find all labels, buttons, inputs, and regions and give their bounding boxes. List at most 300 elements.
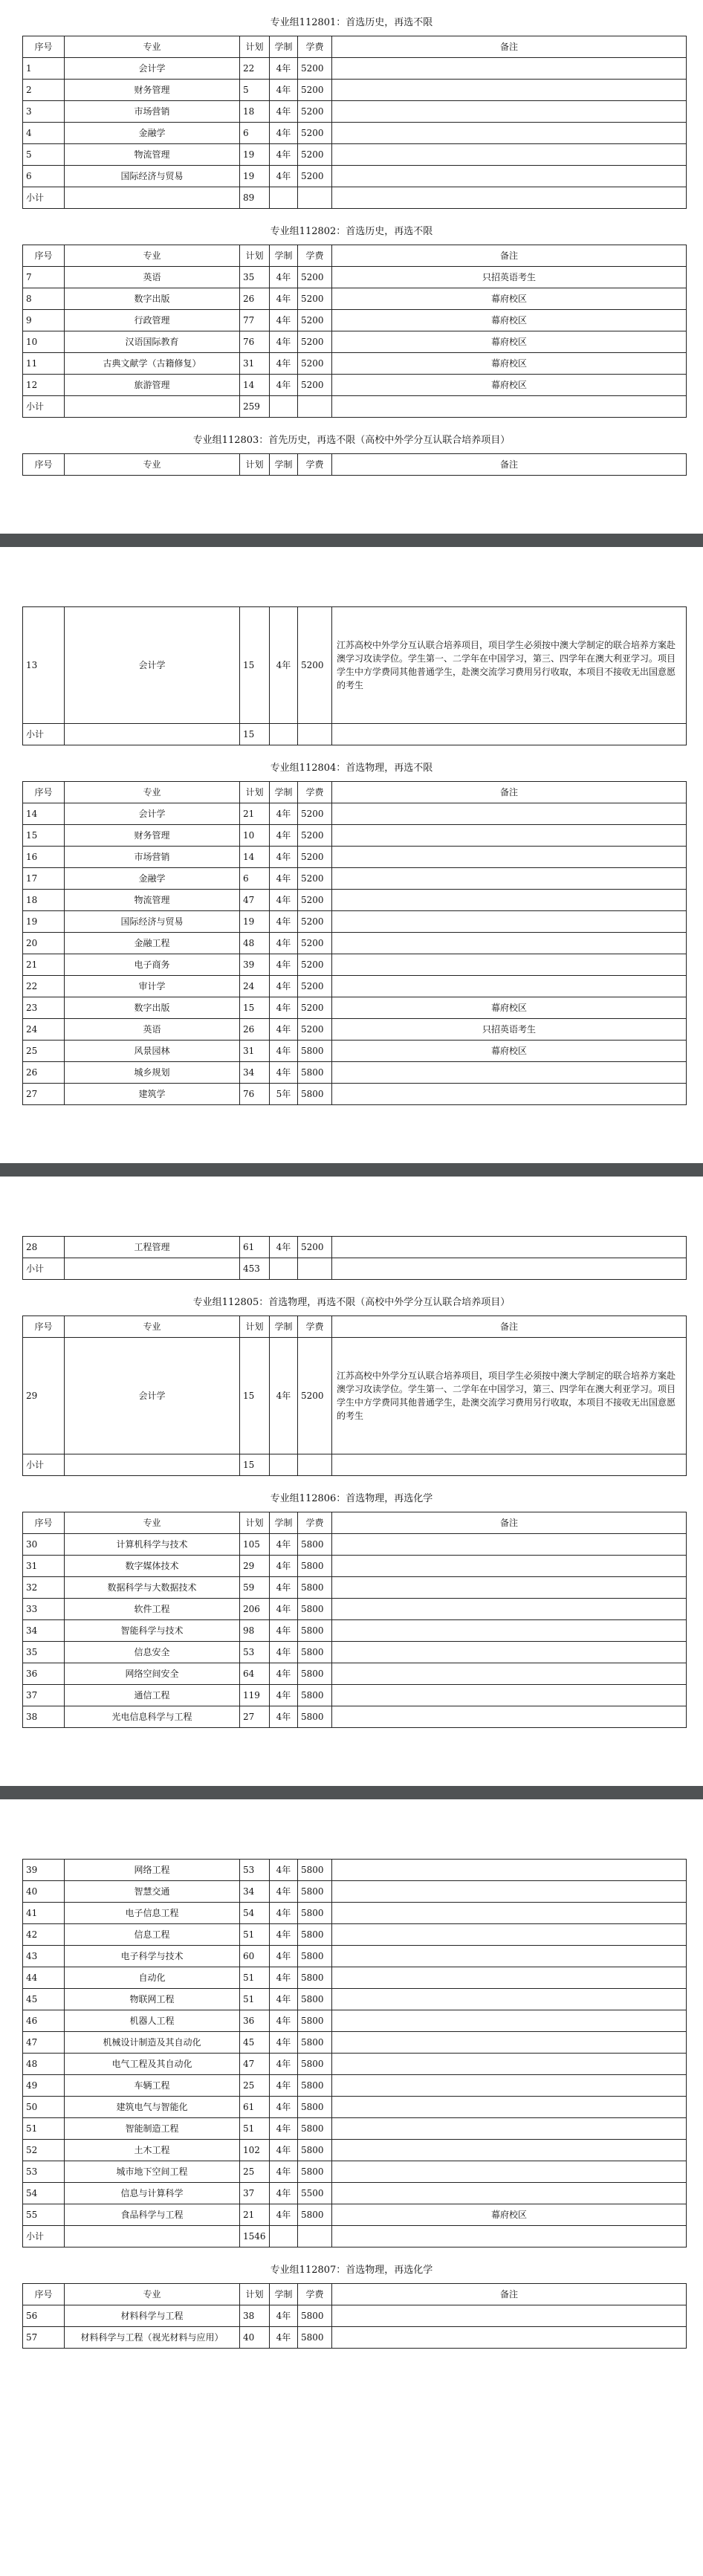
cell-duration: 4年 (270, 607, 298, 724)
group-112805 (0, 1280, 703, 1476)
cell-empty (270, 187, 298, 209)
cell-no: 14 (23, 803, 65, 825)
table-row (23, 2305, 687, 2327)
table-row (23, 1019, 687, 1041)
cell-no: 5 (23, 144, 65, 166)
cell-duration: 4年 (270, 1706, 298, 1728)
page-divider (0, 1786, 703, 1799)
cell-duration: 4年 (270, 1577, 298, 1599)
plan-table-header (22, 453, 687, 476)
cell-plan: 51 (240, 1989, 270, 2010)
table-row (23, 1620, 687, 1642)
cell-empty (332, 187, 687, 209)
cell-fee: 5800 (298, 1041, 332, 1062)
cell-remark (332, 123, 687, 144)
column-header-remark: 备注 (332, 1316, 687, 1338)
cell-major: 材料科学与工程 (65, 2305, 240, 2327)
cell-fee: 5800 (298, 1924, 332, 1946)
cell-plan: 60 (240, 1946, 270, 1967)
cell-remark (332, 976, 687, 997)
cell-no: 17 (23, 868, 65, 890)
cell-empty (298, 724, 332, 745)
column-header-duration: 学制 (270, 245, 298, 267)
cell-duration: 4年 (270, 1338, 298, 1454)
cell-plan: 51 (240, 2118, 270, 2140)
cell-major: 网络空间安全 (65, 1663, 240, 1685)
cell-no: 26 (23, 1062, 65, 1084)
table-row (23, 997, 687, 1019)
cell-fee: 5800 (298, 1577, 332, 1599)
group-title: 专业组112805：首选物理，再选不限（高校中外学分互认联合培养项目） (192, 1297, 511, 1308)
column-header-fee: 学费 (298, 782, 332, 803)
cell-major: 计算机科学与技术 (65, 1534, 240, 1556)
table-header-row (23, 36, 687, 58)
cell-remark (332, 144, 687, 166)
table-row (23, 1663, 687, 1685)
table-row (23, 1237, 687, 1258)
plan-table (22, 245, 687, 418)
cell-plan: 105 (240, 1534, 270, 1556)
table-row (23, 1881, 687, 1903)
table-row (23, 1599, 687, 1620)
subtotal-label: 小计 (23, 1454, 65, 1476)
cell-remark (332, 1663, 687, 1685)
cell-plan: 98 (240, 1620, 270, 1642)
cell-remark: 幕府校区 (332, 310, 687, 331)
cell-plan: 6 (240, 868, 270, 890)
cell-major: 物联网工程 (65, 1989, 240, 2010)
column-header-plan: 计划 (240, 1316, 270, 1338)
column-header-major: 专业 (65, 245, 240, 267)
cell-plan: 36 (240, 2010, 270, 2032)
cell-remark: 幕府校区 (332, 331, 687, 353)
cell-remark (332, 80, 687, 101)
cell-remark (332, 1860, 687, 1881)
table-row (23, 1860, 687, 1881)
cell-remark (332, 847, 687, 868)
cell-no: 21 (23, 954, 65, 976)
cell-remark (332, 2327, 687, 2349)
cell-no: 54 (23, 2183, 65, 2204)
cell-duration: 4年 (270, 2204, 298, 2226)
cell-fee: 5200 (298, 997, 332, 1019)
cell-duration: 4年 (270, 101, 298, 123)
cell-fee: 5800 (298, 1534, 332, 1556)
cell-remark (332, 166, 687, 187)
subtotal-row (23, 187, 687, 209)
cell-plan: 27 (240, 1706, 270, 1728)
cell-no: 25 (23, 1041, 65, 1062)
cell-duration: 4年 (270, 997, 298, 1019)
cell-plan: 47 (240, 2054, 270, 2075)
cell-major: 机器人工程 (65, 2010, 240, 2032)
cell-duration: 4年 (270, 144, 298, 166)
column-header-major: 专业 (65, 2284, 240, 2305)
cell-duration: 4年 (270, 1237, 298, 1258)
cell-major: 电子信息工程 (65, 1903, 240, 1924)
cell-plan: 25 (240, 2161, 270, 2183)
cell-major: 城乡规划 (65, 1062, 240, 1084)
cell-plan: 19 (240, 166, 270, 187)
cell-fee: 5200 (298, 1338, 332, 1454)
cell-major: 光电信息科学与工程 (65, 1706, 240, 1728)
table-row (23, 353, 687, 375)
table-row (23, 1685, 687, 1706)
cell-fee: 5800 (298, 1989, 332, 2010)
cell-plan: 64 (240, 1663, 270, 1685)
cell-plan: 77 (240, 310, 270, 331)
cell-remark (332, 933, 687, 954)
cell-major: 古典文献学（古籍修复） (65, 353, 240, 375)
cell-no: 3 (23, 101, 65, 123)
cell-empty (270, 1258, 298, 1280)
cell-major: 英语 (65, 267, 240, 288)
cell-fee: 5800 (298, 1663, 332, 1685)
cell-no: 46 (23, 2010, 65, 2032)
cell-remark: 幕府校区 (332, 353, 687, 375)
cell-fee: 5800 (298, 1620, 332, 1642)
cell-no: 23 (23, 997, 65, 1019)
cell-duration: 4年 (270, 933, 298, 954)
cell-major: 智能科学与技术 (65, 1620, 240, 1642)
table-row (23, 825, 687, 847)
table-row (23, 58, 687, 80)
cell-fee: 5200 (298, 331, 332, 353)
cell-major: 土木工程 (65, 2140, 240, 2161)
cell-fee: 5800 (298, 2327, 332, 2349)
cell-no: 31 (23, 1556, 65, 1577)
table-row (23, 803, 687, 825)
plan-table (22, 1859, 687, 2247)
subtotal-value: 453 (240, 1258, 270, 1280)
cell-duration: 4年 (270, 1881, 298, 1903)
column-header-remark: 备注 (332, 454, 687, 476)
cell-no: 22 (23, 976, 65, 997)
cell-fee: 5200 (298, 911, 332, 933)
cell-no: 39 (23, 1860, 65, 1881)
table-row (23, 868, 687, 890)
cell-plan: 19 (240, 144, 270, 166)
cell-duration: 4年 (270, 803, 298, 825)
cell-plan: 5 (240, 80, 270, 101)
cell-remark (332, 2305, 687, 2327)
group-title: 专业组112806：首选物理，再选化学 (270, 1493, 433, 1504)
cell-plan: 102 (240, 2140, 270, 2161)
cell-plan: 19 (240, 911, 270, 933)
group-112806 (0, 1476, 703, 1728)
cell-duration: 4年 (270, 911, 298, 933)
cell-fee: 5500 (298, 2183, 332, 2204)
table-row (23, 2327, 687, 2349)
column-header-plan: 计划 (240, 782, 270, 803)
group-title: 专业组112801：首选历史，再选不限 (270, 17, 433, 28)
cell-fee: 5800 (298, 1706, 332, 1728)
cell-fee: 5200 (298, 101, 332, 123)
column-header-duration: 学制 (270, 2284, 298, 2305)
cell-major: 汉语国际教育 (65, 331, 240, 353)
column-header-fee: 学费 (298, 36, 332, 58)
cell-duration: 4年 (270, 2032, 298, 2054)
cell-no: 9 (23, 310, 65, 331)
cell-plan: 61 (240, 1237, 270, 1258)
column-header-major: 专业 (65, 454, 240, 476)
cell-empty (270, 396, 298, 418)
table-row (23, 2054, 687, 2075)
cell-no: 53 (23, 2161, 65, 2183)
cell-fee: 5200 (298, 868, 332, 890)
column-header-major: 专业 (65, 782, 240, 803)
cell-fee: 5800 (298, 1599, 332, 1620)
cell-major: 会计学 (65, 803, 240, 825)
table-row (23, 2204, 687, 2226)
column-header-plan: 计划 (240, 2284, 270, 2305)
cell-empty (270, 724, 298, 745)
subtotal-value: 259 (240, 396, 270, 418)
cell-remark: 只招英语考生 (332, 1019, 687, 1041)
cell-empty (298, 396, 332, 418)
cell-duration: 4年 (270, 2010, 298, 2032)
cell-duration: 4年 (270, 2161, 298, 2183)
cell-no: 57 (23, 2327, 65, 2349)
cell-duration: 4年 (270, 1685, 298, 1706)
cell-remark (332, 1534, 687, 1556)
table-row (23, 2032, 687, 2054)
cell-fee: 5200 (298, 267, 332, 288)
cell-major: 风景园林 (65, 1041, 240, 1062)
cell-plan: 76 (240, 1084, 270, 1105)
cell-remark: 幕府校区 (332, 2204, 687, 2226)
cell-major: 审计学 (65, 976, 240, 997)
cell-major: 车辆工程 (65, 2075, 240, 2097)
cell-fee: 5200 (298, 803, 332, 825)
cell-plan: 37 (240, 2183, 270, 2204)
table-row (23, 2118, 687, 2140)
plan-table (22, 606, 687, 745)
subtotal-value: 15 (240, 1454, 270, 1476)
cell-fee: 5200 (298, 607, 332, 724)
cell-duration: 4年 (270, 890, 298, 911)
cell-plan: 76 (240, 331, 270, 353)
cell-major: 电子商务 (65, 954, 240, 976)
cell-remark (332, 1062, 687, 1084)
cell-no: 30 (23, 1534, 65, 1556)
cell-plan: 31 (240, 1041, 270, 1062)
column-header-remark: 备注 (332, 782, 687, 803)
cell-empty (332, 2226, 687, 2247)
cell-duration: 4年 (270, 1534, 298, 1556)
cell-remark (332, 954, 687, 976)
group-112802 (0, 209, 703, 418)
cell-no: 18 (23, 890, 65, 911)
cell-remark (332, 825, 687, 847)
column-header-fee: 学费 (298, 1316, 332, 1338)
cell-duration: 4年 (270, 310, 298, 331)
cell-plan: 26 (240, 288, 270, 310)
column-header-fee: 学费 (298, 454, 332, 476)
group-title: 专业组112802：首选历史，再选不限 (270, 226, 433, 237)
column-header-no: 序号 (23, 454, 65, 476)
table-row (23, 1084, 687, 1105)
group-112806-continued (0, 1859, 703, 2247)
cell-plan: 15 (240, 1338, 270, 1454)
cell-major (65, 1258, 240, 1280)
cell-duration: 4年 (270, 2327, 298, 2349)
column-header-remark: 备注 (332, 1512, 687, 1534)
cell-plan: 54 (240, 1903, 270, 1924)
cell-fee: 5800 (298, 1967, 332, 1989)
cell-plan: 39 (240, 954, 270, 976)
cell-plan: 45 (240, 2032, 270, 2054)
cell-major: 建筑学 (65, 1084, 240, 1105)
cell-no: 11 (23, 353, 65, 375)
cell-duration: 4年 (270, 825, 298, 847)
cell-duration: 4年 (270, 1599, 298, 1620)
cell-major: 数字媒体技术 (65, 1556, 240, 1577)
cell-major: 通信工程 (65, 1685, 240, 1706)
table-row (23, 847, 687, 868)
cell-fee: 5200 (298, 166, 332, 187)
table-row (23, 954, 687, 976)
cell-duration: 4年 (270, 166, 298, 187)
cell-empty (332, 724, 687, 745)
cell-no: 28 (23, 1237, 65, 1258)
table-header-row (23, 2284, 687, 2305)
cell-plan: 15 (240, 997, 270, 1019)
cell-duration: 4年 (270, 1946, 298, 1967)
cell-no: 7 (23, 267, 65, 288)
cell-no: 50 (23, 2097, 65, 2118)
cell-major: 材料科学与工程（视光材料与应用） (65, 2327, 240, 2349)
column-header-duration: 学制 (270, 36, 298, 58)
cell-major (65, 1454, 240, 1476)
cell-remark (332, 2097, 687, 2118)
cell-duration: 4年 (270, 868, 298, 890)
cell-fee: 5200 (298, 976, 332, 997)
table-row (23, 144, 687, 166)
cell-duration: 4年 (270, 847, 298, 868)
cell-major (65, 724, 240, 745)
cell-fee: 5200 (298, 890, 332, 911)
cell-duration: 4年 (270, 375, 298, 396)
cell-remark (332, 1577, 687, 1599)
cell-remark (332, 1642, 687, 1663)
cell-duration: 4年 (270, 1019, 298, 1041)
cell-major: 工程管理 (65, 1237, 240, 1258)
plan-table (22, 1512, 687, 1728)
group-112803-continued (0, 606, 703, 745)
cell-plan: 14 (240, 847, 270, 868)
cell-duration: 4年 (270, 1860, 298, 1881)
cell-major: 财务管理 (65, 825, 240, 847)
cell-major: 信息安全 (65, 1642, 240, 1663)
cell-empty (332, 1258, 687, 1280)
cell-remark: 幕府校区 (332, 997, 687, 1019)
column-header-duration: 学制 (270, 782, 298, 803)
table-row (23, 310, 687, 331)
subtotal-label: 小计 (23, 2226, 65, 2247)
cell-no: 27 (23, 1084, 65, 1105)
cell-no: 38 (23, 1706, 65, 1728)
cell-remark: 幕府校区 (332, 375, 687, 396)
cell-no: 48 (23, 2054, 65, 2075)
cell-empty (298, 187, 332, 209)
plan-table (22, 36, 687, 209)
cell-no: 4 (23, 123, 65, 144)
cell-plan: 206 (240, 1599, 270, 1620)
cell-fee: 5800 (298, 2161, 332, 2183)
plan-table (22, 781, 687, 1105)
cell-fee: 5800 (298, 1903, 332, 1924)
cell-no: 16 (23, 847, 65, 868)
cell-empty (270, 2226, 298, 2247)
table-row (23, 267, 687, 288)
cell-remark (332, 1620, 687, 1642)
cell-fee: 5800 (298, 1084, 332, 1105)
cell-no: 10 (23, 331, 65, 353)
table-row (23, 101, 687, 123)
column-header-remark: 备注 (332, 245, 687, 267)
cell-duration: 4年 (270, 288, 298, 310)
subtotal-row (23, 1258, 687, 1280)
cell-duration: 4年 (270, 353, 298, 375)
cell-major (65, 2226, 240, 2247)
table-row (23, 1989, 687, 2010)
group-112804-continued (0, 1236, 703, 1280)
cell-plan: 6 (240, 123, 270, 144)
cell-duration: 4年 (270, 1663, 298, 1685)
cell-remark (332, 1989, 687, 2010)
subtotal-label: 小计 (23, 396, 65, 418)
cell-duration: 4年 (270, 80, 298, 101)
cell-major: 建筑电气与智能化 (65, 2097, 240, 2118)
cell-plan: 34 (240, 1062, 270, 1084)
cell-major: 机械设计制造及其自动化 (65, 2032, 240, 2054)
cell-plan: 40 (240, 2327, 270, 2349)
table-row (23, 166, 687, 187)
cell-duration: 4年 (270, 2140, 298, 2161)
column-header-fee: 学费 (298, 1512, 332, 1534)
cell-duration: 4年 (270, 2075, 298, 2097)
cell-plan: 48 (240, 933, 270, 954)
cell-plan: 53 (240, 1860, 270, 1881)
cell-plan: 53 (240, 1642, 270, 1663)
table-row (23, 1903, 687, 1924)
cell-fee: 5800 (298, 1685, 332, 1706)
cell-duration: 4年 (270, 2097, 298, 2118)
table-row (23, 1338, 687, 1454)
cell-remark (332, 2140, 687, 2161)
cell-plan: 29 (240, 1556, 270, 1577)
table-row (23, 911, 687, 933)
column-header-no: 序号 (23, 2284, 65, 2305)
cell-remark (332, 890, 687, 911)
cell-no: 33 (23, 1599, 65, 1620)
cell-duration: 4年 (270, 954, 298, 976)
cell-major: 财务管理 (65, 80, 240, 101)
cell-plan: 21 (240, 2204, 270, 2226)
subtotal-value: 15 (240, 724, 270, 745)
column-header-fee: 学费 (298, 2284, 332, 2305)
cell-plan: 47 (240, 890, 270, 911)
cell-remark (332, 1556, 687, 1577)
page-divider (0, 1163, 703, 1177)
cell-major: 会计学 (65, 1338, 240, 1454)
cell-no: 1 (23, 58, 65, 80)
column-header-major: 专业 (65, 1316, 240, 1338)
cell-no: 24 (23, 1019, 65, 1041)
cell-fee: 5800 (298, 2010, 332, 2032)
cell-no: 36 (23, 1663, 65, 1685)
